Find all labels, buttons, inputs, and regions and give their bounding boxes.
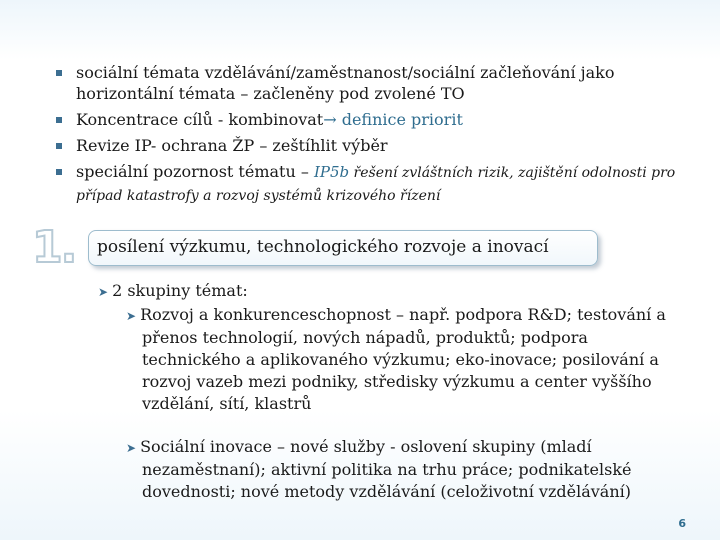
bullet-list [56,62,706,212]
background-top-gradient [0,0,720,60]
bullet-text: Revize IP- ochrana ŽP – zeštíhlit výběr [76,136,388,155]
subsection-item [126,304,688,415]
bullet-accent-text: → definice priorit [323,110,463,129]
bullet-item [56,62,706,104]
bullet-item [56,161,706,207]
priority-title: posílení výzkumu, technologického rozvoje a inovací [97,237,549,257]
arrow-bullet-icon: ➤ [126,309,137,323]
priority-number: 1. [32,222,76,273]
priority-title-box [88,230,598,266]
subsection-heading [98,280,698,303]
page-number: 6 [678,517,686,530]
bullet-text: sociální témata vzdělávání/zaměstnanost/sociální začleňování jako horizontální témata – začleněny pod zvolené TO [76,63,615,103]
subsection-item-text: Sociální inovace – nové služby - oslovení skupiny (mladí nezaměstnaní); aktivní politika na trhu práce; podnikatelské dovednosti; nové metody vzdělávání (celoživotní vzdělávání) [140,437,632,501]
subsection-heading-text: 2 skupiny témat: [112,281,248,300]
bullet-text: speciální pozornost tématu – [76,162,314,181]
square-bullet-icon [56,169,62,175]
bullet-text: Koncentrace cílů - kombinovat [76,110,324,129]
investment-priority-code: IP5b [313,163,350,181]
arrow-bullet-icon: ➤ [126,441,137,455]
subsection-item-text: Rozvoj a konkurenceschopnost – např. podpora R&D; testování a přenos technologií, nových nápadů, produktů; podpora technického a aplikovaného výzkumu; eko-inovace; posilování a rozvoj vazeb mezi podniky, středisky výzkumu a center vyššího vzdělání, sítí, klastrů [140,305,666,413]
bullet-item [56,135,706,156]
arrow-bullet-icon: ➤ [98,285,109,299]
subsection-item [126,436,688,503]
square-bullet-icon [56,70,62,76]
bullet-note-text: řešení zvláštních rizik, zajištění odolnosti pro případ katastrofy a rozvoj systémů krizového řízení [76,165,676,204]
square-bullet-icon [56,143,62,149]
square-bullet-icon [56,117,62,123]
bullet-item [56,109,706,130]
